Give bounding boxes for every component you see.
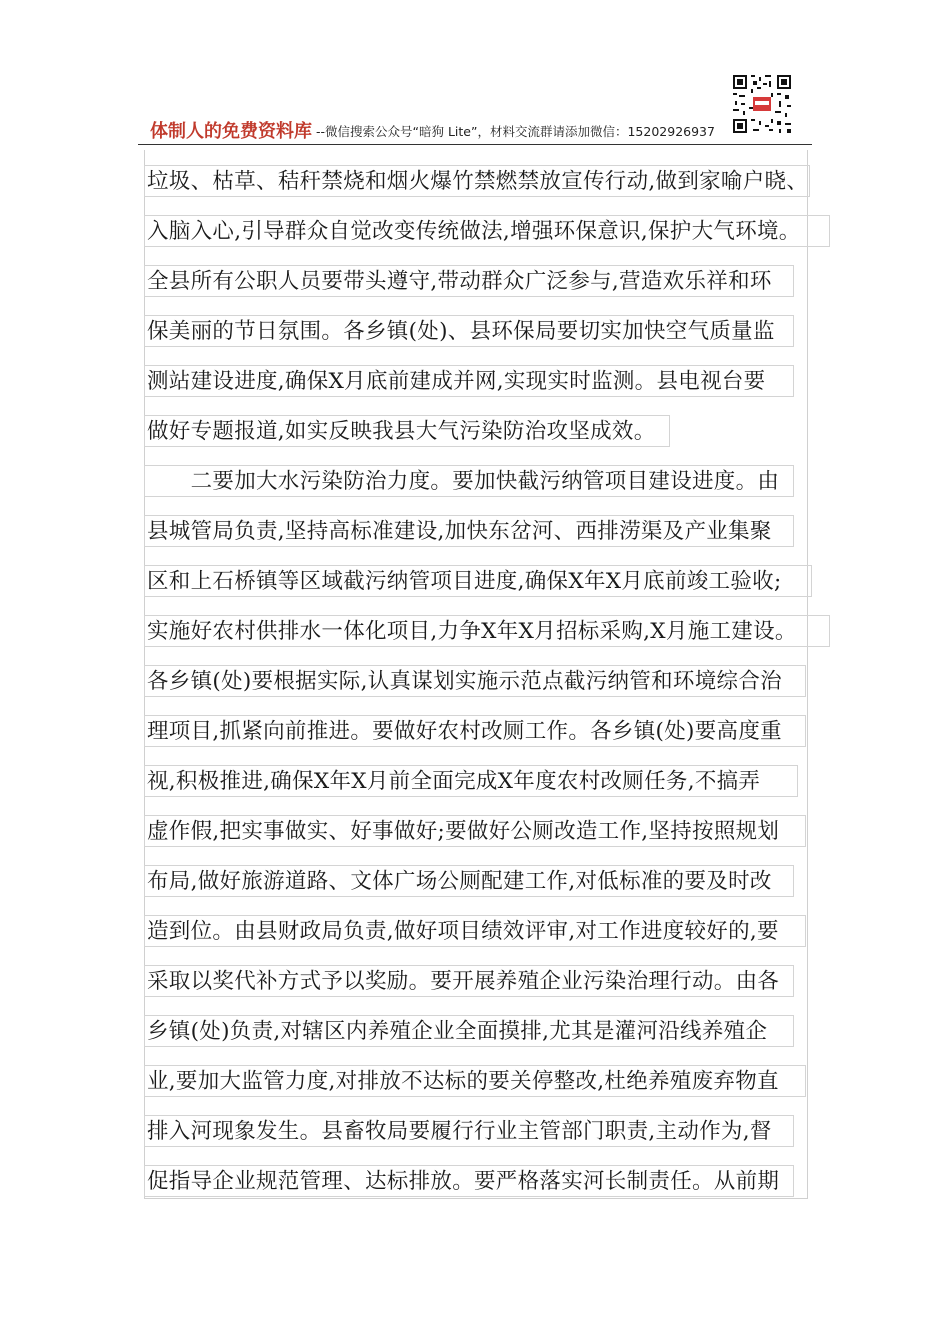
header-wechat-note: --微信搜索公众号“暗狗 Lite”，材料交流群请添加微信：15202926937 bbox=[316, 124, 715, 139]
body-line: 乡镇(处)负责,对辖区内养殖企业全面摸排,尤其是灌河沿线养殖企 bbox=[144, 1015, 794, 1047]
body-line: 垃圾、枯草、秸秆禁烧和烟火爆竹禁燃禁放宣传行动,做到家喻户晓、 bbox=[144, 165, 810, 197]
header-brand-title: 体制人的免费资料库 bbox=[150, 121, 312, 142]
body-line: 县城管局负责,坚持高标准建设,加快东岔河、西排涝渠及产业集聚 bbox=[144, 515, 794, 547]
body-line: 实施好农村供排水一体化项目,力争X年X月招标采购,X月施工建设。 bbox=[144, 615, 830, 647]
body-line: 业,要加大监管力度,对排放不达标的要关停整改,杜绝养殖废弃物直 bbox=[144, 1065, 806, 1097]
body-line: 测站建设进度,确保X月底前建成并网,实现实时监测。县电视台要 bbox=[144, 365, 794, 397]
body-line: 二要加大水污染防治力度。要加快截污纳管项目建设进度。由 bbox=[144, 465, 794, 497]
body-line: 全县所有公职人员要带头遵守,带动群众广泛参与,营造欢乐祥和环 bbox=[144, 265, 794, 297]
body-line: 视,积极推进,确保X年X月前全面完成X年度农村改厕任务,不搞弄 bbox=[144, 765, 798, 797]
body-line: 布局,做好旅游道路、文体广场公厕配建工作,对低标准的要及时改 bbox=[144, 865, 794, 897]
body-line: 理项目,抓紧向前推进。要做好农村改厕工作。各乡镇(处)要高度重 bbox=[144, 715, 806, 747]
body-line: 排入河现象发生。县畜牧局要履行行业主管部门职责,主动作为,督 bbox=[144, 1115, 794, 1147]
body-line: 入脑入心,引导群众自觉改变传统做法,增强环保意识,保护大气环境。 bbox=[144, 215, 830, 247]
body-line: 采取以奖代补方式予以奖励。要开展养殖企业污染治理行动。由各 bbox=[144, 965, 794, 997]
body-line: 促指导企业规范管理、达标排放。要严格落实河长制责任。从前期 bbox=[144, 1165, 794, 1197]
body-line: 做好专题报道,如实反映我县大气污染防治攻坚成效。 bbox=[144, 415, 670, 447]
body-line: 区和上石桥镇等区域截污纳管项目进度,确保X年X月底前竣工验收; bbox=[144, 565, 812, 597]
header-divider bbox=[138, 144, 812, 145]
body-line: 虚作假,把实事做实、好事做好;要做好公厕改造工作,坚持按照规划 bbox=[144, 815, 806, 847]
qr-code-icon bbox=[731, 73, 793, 135]
body-line: 保美丽的节日氛围。各乡镇(处)、县环保局要切实加快空气质量监 bbox=[144, 315, 794, 347]
body-line: 各乡镇(处)要根据实际,认真谋划实施示范点截污纳管和环境综合治 bbox=[144, 665, 806, 697]
body-line: 造到位。由县财政局负责,做好项目绩效评审,对工作进度较好的,要 bbox=[144, 915, 806, 947]
